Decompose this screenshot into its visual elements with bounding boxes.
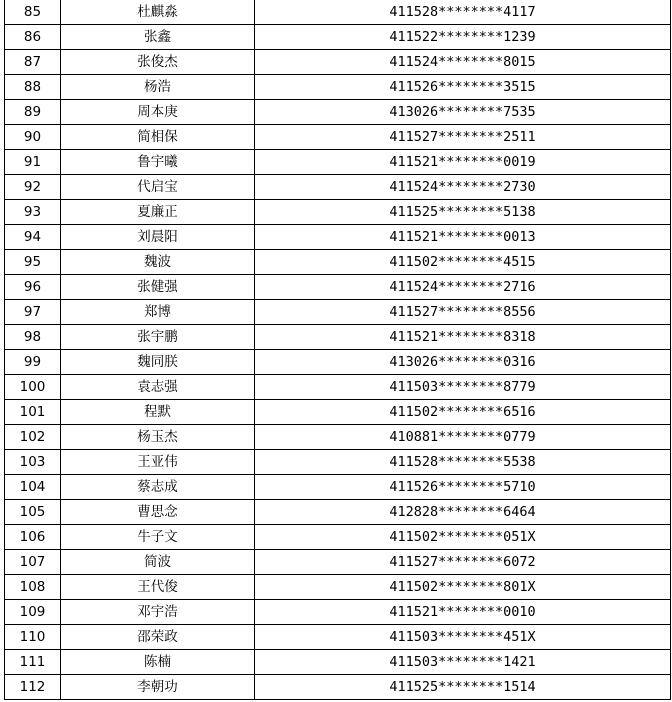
id-number-cell: 411521********0010 [255,600,671,625]
row-number-cell: 87 [5,50,61,75]
row-number-cell: 111 [5,650,61,675]
table-row [5,500,671,525]
table-row [5,450,671,475]
table-row [5,425,671,450]
table-row [5,75,671,100]
row-number-cell: 106 [5,525,61,550]
id-number-cell: 411503********1421 [255,650,671,675]
table-row [5,250,671,275]
person-name-cell: 张健强 [61,275,255,300]
row-number-cell: 107 [5,550,61,575]
id-number-cell: 411503********8779 [255,375,671,400]
table-row [5,600,671,625]
id-number-cell: 413026********0316 [255,350,671,375]
row-number-cell: 101 [5,400,61,425]
person-name-cell: 简波 [61,550,255,575]
id-number-cell: 411526********5710 [255,475,671,500]
table-row [5,25,671,50]
table-row [5,125,671,150]
id-number-cell: 411521********0019 [255,150,671,175]
row-number-cell: 98 [5,325,61,350]
table-row [5,400,671,425]
id-number-cell: 411527********2511 [255,125,671,150]
row-number-cell: 97 [5,300,61,325]
person-name-cell: 张俊杰 [61,50,255,75]
person-name-cell: 刘晨阳 [61,225,255,250]
row-number-cell: 108 [5,575,61,600]
row-number-cell: 94 [5,225,61,250]
table-row [5,0,671,25]
person-name-cell: 周本庚 [61,100,255,125]
table-row [5,475,671,500]
table-row [5,275,671,300]
table-row [5,675,671,700]
person-name-cell: 邓宇浩 [61,600,255,625]
row-number-cell: 91 [5,150,61,175]
id-number-cell: 411527********8556 [255,300,671,325]
row-number-cell: 88 [5,75,61,100]
table-row [5,525,671,550]
row-number-cell: 112 [5,675,61,700]
id-number-cell: 411525********5138 [255,200,671,225]
id-number-cell: 411522********1239 [255,25,671,50]
row-number-cell: 85 [5,0,61,25]
person-name-cell: 陈楠 [61,650,255,675]
row-number-cell: 109 [5,600,61,625]
table-row [5,550,671,575]
id-number-cell: 410881********0779 [255,425,671,450]
id-number-cell: 411528********5538 [255,450,671,475]
id-number-cell: 411521********0013 [255,225,671,250]
person-name-cell: 夏廉正 [61,200,255,225]
row-number-cell: 95 [5,250,61,275]
row-number-cell: 105 [5,500,61,525]
id-number-cell: 411527********6072 [255,550,671,575]
person-name-cell: 张宇鹏 [61,325,255,350]
row-number-cell: 92 [5,175,61,200]
person-name-cell: 杨浩 [61,75,255,100]
row-number-cell: 102 [5,425,61,450]
table-row [5,100,671,125]
row-number-cell: 104 [5,475,61,500]
person-name-cell: 蔡志成 [61,475,255,500]
table-row [5,375,671,400]
roster-table [4,0,671,700]
roster-table-body [5,0,671,700]
row-number-cell: 100 [5,375,61,400]
id-number-cell: 411528********4117 [255,0,671,25]
person-name-cell: 鲁宇曦 [61,150,255,175]
person-name-cell: 王代俊 [61,575,255,600]
table-row [5,575,671,600]
row-number-cell: 96 [5,275,61,300]
row-number-cell: 90 [5,125,61,150]
id-number-cell: 411502********801X [255,575,671,600]
person-name-cell: 李朝功 [61,675,255,700]
id-number-cell: 411524********2716 [255,275,671,300]
row-number-cell: 103 [5,450,61,475]
id-number-cell: 411525********1514 [255,675,671,700]
row-number-cell: 110 [5,625,61,650]
row-number-cell: 99 [5,350,61,375]
person-name-cell: 杜麒淼 [61,0,255,25]
table-row [5,200,671,225]
id-number-cell: 411502********6516 [255,400,671,425]
table-row [5,225,671,250]
person-name-cell: 邵荣政 [61,625,255,650]
id-number-cell: 411503********451X [255,625,671,650]
person-name-cell: 王亚伟 [61,450,255,475]
id-number-cell: 411524********8015 [255,50,671,75]
id-number-cell: 412828********6464 [255,500,671,525]
person-name-cell: 魏同朕 [61,350,255,375]
table-row [5,325,671,350]
id-number-cell: 413026********7535 [255,100,671,125]
person-name-cell: 程默 [61,400,255,425]
row-number-cell: 89 [5,100,61,125]
table-row [5,625,671,650]
person-name-cell: 简相保 [61,125,255,150]
table-row [5,150,671,175]
person-name-cell: 郑博 [61,300,255,325]
table-row [5,350,671,375]
person-name-cell: 魏波 [61,250,255,275]
row-number-cell: 86 [5,25,61,50]
id-number-cell: 411521********8318 [255,325,671,350]
person-name-cell: 代启宝 [61,175,255,200]
table-row [5,50,671,75]
person-name-cell: 张鑫 [61,25,255,50]
person-name-cell: 杨玉杰 [61,425,255,450]
person-name-cell: 曹思念 [61,500,255,525]
table-row [5,650,671,675]
table-row [5,175,671,200]
row-number-cell: 93 [5,200,61,225]
person-name-cell: 袁志强 [61,375,255,400]
id-number-cell: 411526********3515 [255,75,671,100]
table-row [5,300,671,325]
id-number-cell: 411502********051X [255,525,671,550]
id-number-cell: 411524********2730 [255,175,671,200]
id-number-cell: 411502********4515 [255,250,671,275]
person-name-cell: 牛子文 [61,525,255,550]
